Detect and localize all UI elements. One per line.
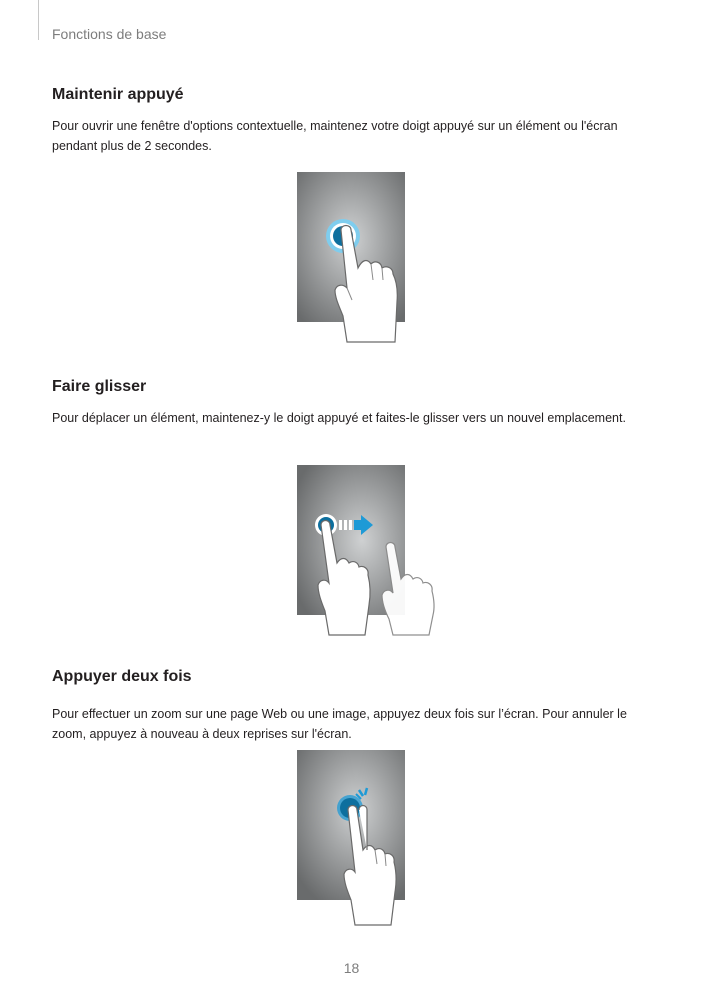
section-text: Pour déplacer un élément, maintenez-y le doigt appuyé et faites-le glisser vers un nouvel emplacement. [52, 411, 626, 425]
long-press-illustration [297, 172, 407, 342]
section-long-press [52, 86, 652, 156]
section-title: Appuyer deux fois [52, 668, 192, 685]
double-tap-illustration [297, 750, 427, 925]
section-title: Maintenir appuyé [52, 86, 184, 103]
page-number: 18 [343, 960, 360, 976]
section-text: Pour effectuer un zoom sur une page Web ou une image, appuyez deux fois sur l’écran. Pour annuler le zoom, appuyez à nouveau à deux reprises sur l'écran. [52, 707, 627, 741]
section-title: Faire glisser [52, 378, 147, 395]
drag-illustration [297, 465, 447, 635]
section-text: Pour ouvrir une fenêtre d'options contextuelle, maintenez votre doigt appuyé sur un élément ou l'écran pendant plus de 2 secondes. [52, 119, 618, 153]
section-drag [52, 378, 652, 428]
header-rule [38, 0, 39, 40]
running-header: Fonctions de base [52, 26, 167, 42]
section-double-tap [52, 668, 652, 744]
